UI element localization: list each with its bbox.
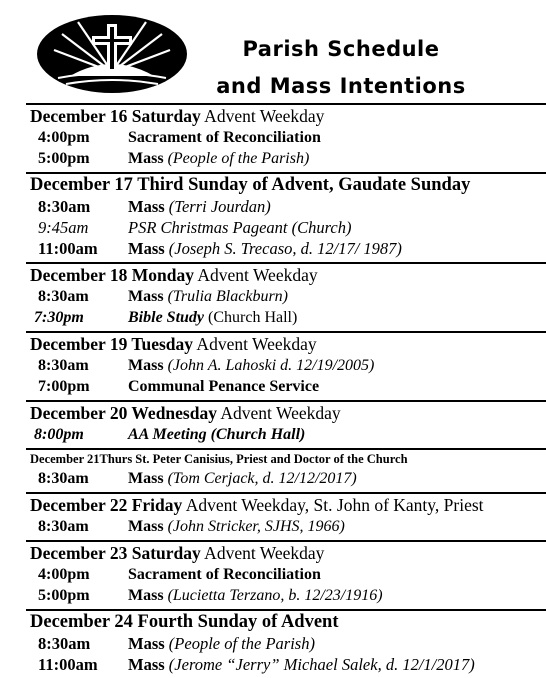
day-desc: Advent Weekday, St. John of Kanty, Priest (182, 495, 484, 515)
schedule-item (30, 286, 546, 307)
item-time: 4:00pm (38, 566, 90, 583)
item-label: Mass (128, 470, 168, 487)
day-desc: Advent Weekday (193, 334, 317, 354)
day-block (26, 609, 546, 678)
item-label: Mass (128, 357, 168, 374)
day-desc: Advent Weekday (200, 106, 325, 126)
day-heading (30, 612, 546, 633)
day-heading (30, 495, 546, 516)
item-time: 9:45am (38, 218, 89, 237)
day-block (26, 492, 546, 540)
item-label: Mass (128, 518, 168, 535)
schedule-item (30, 633, 546, 654)
day-date: December 20 Wednesday (30, 403, 217, 423)
schedule-item (30, 148, 546, 169)
schedule-item (30, 516, 546, 537)
item-label: Sacrament of Reconciliation (128, 129, 321, 146)
item-time: 4:00pm (38, 129, 90, 146)
item-detail: (People of the Parish) (167, 150, 310, 167)
item-time: 8:30am (38, 518, 89, 535)
day-date: December 18 Monday (30, 265, 194, 285)
schedule-item (30, 585, 546, 606)
item-time: 11:00am (38, 239, 98, 258)
item-detail: (Jerome “Jerry” Michael Salek, d. 12/1/2017) (168, 655, 475, 674)
day-block (26, 540, 546, 609)
header (0, 0, 546, 103)
item-detail: (People of the Parish) (168, 634, 315, 653)
item-label: Sacrament of Reconciliation (128, 566, 321, 583)
item-time: 8:30am (38, 634, 91, 653)
item-detail: (John A. Lahoski d. 12/19/2005) (167, 357, 375, 374)
item-detail: (Joseph S. Trecaso, d. 12/17/ 1987) (168, 239, 402, 258)
item-time: 5:00pm (38, 587, 90, 604)
item-label: Mass (128, 288, 168, 305)
cross-sunrise-icon (36, 14, 188, 94)
schedule-item (30, 127, 546, 148)
schedule-item (30, 424, 546, 445)
day-date: December 21Thurs St. Peter Canisius, Priest and Doctor of the Church (30, 452, 408, 466)
schedule-item (30, 196, 546, 217)
schedule-item (30, 238, 546, 259)
schedule-item (30, 307, 546, 328)
schedule-item (30, 376, 546, 397)
day-block (26, 400, 546, 448)
item-detail: (Trulia Blackburn) (167, 288, 288, 305)
schedule-item (30, 217, 546, 238)
item-time: 7:00pm (38, 378, 90, 395)
item-time: 8:00pm (34, 426, 84, 443)
item-label: Mass (128, 239, 169, 258)
schedule-item (30, 564, 546, 585)
item-label: Mass (128, 655, 169, 674)
item-label: Mass (128, 150, 168, 167)
schedule-item (30, 654, 546, 675)
day-heading (30, 543, 546, 564)
item-time: 8:30am (38, 197, 91, 216)
day-date: December 16 Saturday (30, 106, 201, 126)
day-desc: Advent Weekday (216, 403, 341, 423)
day-heading (30, 106, 546, 127)
schedule-item (30, 468, 546, 489)
item-label: Bible Study (128, 309, 205, 326)
day-block (26, 172, 546, 262)
item-detail: PSR Christmas Pageant (Church) (128, 218, 352, 237)
day-date: December 23 Saturday (30, 543, 201, 563)
item-time: 7:30pm (34, 309, 84, 326)
day-block (26, 448, 546, 492)
day-block (26, 331, 546, 400)
item-time: 8:30am (38, 357, 89, 374)
page-title-line1: Parish Schedule (242, 37, 440, 61)
page-title-line2: and Mass Intentions (216, 74, 466, 98)
item-label: Communal Penance Service (128, 378, 320, 395)
item-time: 8:30am (38, 288, 89, 305)
item-time: 11:00am (38, 655, 98, 674)
item-label: Mass (128, 587, 168, 604)
item-detail: (Lucietta Terzano, b. 12/23/1916) (167, 587, 383, 604)
schedule-item (30, 355, 546, 376)
day-date: December 17 Third Sunday of Advent, Gaudate Sunday (30, 175, 471, 195)
day-heading (30, 403, 546, 424)
schedule-list (26, 103, 546, 678)
day-date: December 24 Fourth Sunday of Advent (30, 612, 339, 632)
item-detail: (Terri Jourdan) (168, 197, 271, 216)
day-heading (30, 175, 546, 196)
item-label: Mass (128, 634, 169, 653)
item-detail: (Tom Cerjack, d. 12/12/2017) (167, 470, 357, 487)
day-block (26, 103, 546, 172)
item-detail: (John Stricker, SJHS, 1966) (167, 518, 345, 535)
day-desc: Advent Weekday (193, 265, 318, 285)
item-label: Mass (128, 197, 169, 216)
day-block (26, 262, 546, 331)
day-heading (30, 451, 546, 468)
item-detail: (Church Hall) (204, 309, 298, 326)
item-time: 8:30am (38, 470, 89, 487)
day-desc: Advent Weekday (200, 543, 325, 563)
day-date: December 19 Tuesday (30, 334, 194, 354)
day-date: December 22 Friday (30, 495, 183, 515)
day-heading (30, 265, 546, 286)
item-label: AA Meeting (Church Hall) (128, 426, 306, 443)
item-time: 5:00pm (38, 150, 90, 167)
day-heading (30, 334, 546, 355)
